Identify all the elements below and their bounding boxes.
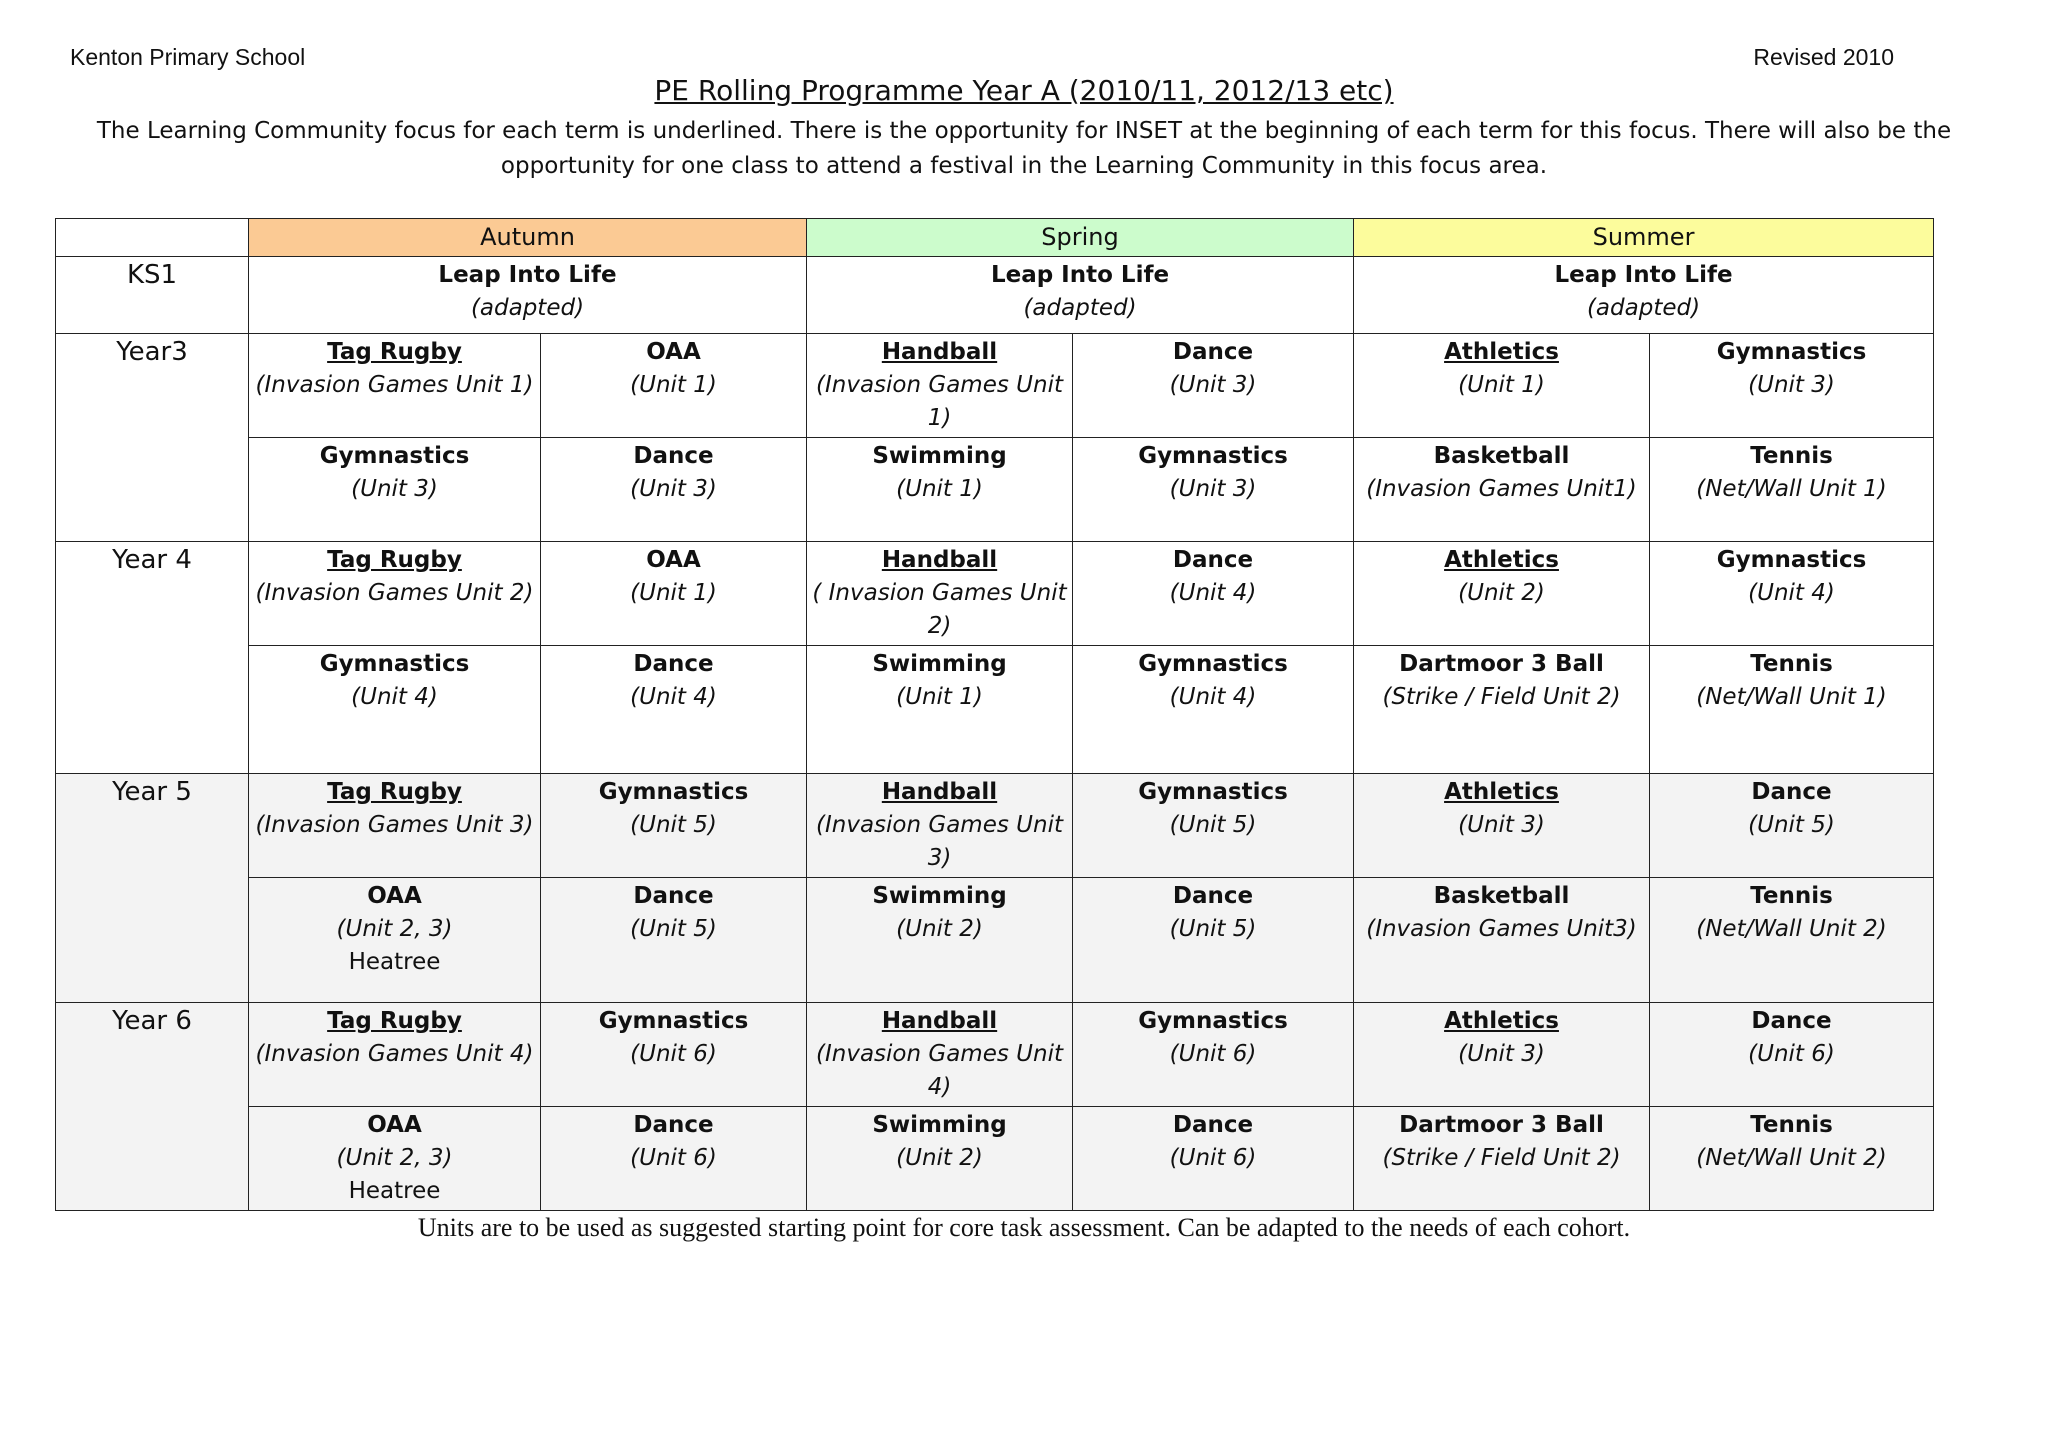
activity-cell	[249, 542, 541, 646]
activity-cell	[1073, 1107, 1354, 1211]
year-label: Year 5	[56, 774, 249, 1003]
activity-name: Dance	[633, 1112, 714, 1138]
activity-name: OAA	[367, 1112, 422, 1138]
activity-unit: (Unit 1)	[896, 684, 983, 710]
activity-name: Leap Into Life	[990, 262, 1170, 288]
activity-unit: (Invasion Games Unit 1)	[816, 372, 1063, 431]
activity-name: Gymnastics	[1716, 547, 1867, 573]
activity-name: Gymnastics	[1138, 779, 1288, 805]
activity-unit: (adapted)	[1023, 295, 1137, 321]
activity-cell	[1354, 774, 1650, 878]
intro-paragraph: The Learning Community focus for each term is underlined. There is the opportunity for INSET at the beginning of each term for this focus. There will also be the opportunity for one class to attend a festival in the Learning Community in this focus area.	[96, 118, 1952, 179]
activity-name: Gymnastics	[598, 1008, 749, 1034]
year-row	[56, 878, 1934, 1003]
activity-name: Swimming	[872, 443, 1007, 469]
activity-name: Dance	[1751, 779, 1832, 805]
activity-name: Handball	[881, 547, 998, 573]
activity-unit: (Unit 2)	[896, 1145, 983, 1171]
activity-name: OAA	[646, 547, 701, 573]
activity-name: Gymnastics	[319, 651, 470, 677]
activity-unit: (Invasion Games Unit 4)	[255, 1041, 534, 1067]
activity-name: Leap Into Life	[1554, 262, 1733, 288]
activity-cell	[541, 542, 807, 646]
activity-cell	[249, 1107, 541, 1211]
activity-cell	[807, 438, 1073, 542]
activity-unit: (Unit 5)	[1169, 812, 1257, 838]
activity-name: Dance	[1751, 1008, 1832, 1034]
activity-unit: (Unit 4)	[351, 684, 438, 710]
activity-name: Swimming	[872, 1112, 1007, 1138]
activity-cell	[807, 774, 1073, 878]
activity-name: Dartmoor 3 Ball	[1399, 1112, 1604, 1138]
ks1-autumn-cell	[249, 257, 807, 334]
activity-unit: (Unit 3)	[1458, 1041, 1545, 1067]
activity-unit: (Unit 3)	[1169, 476, 1257, 502]
activity-cell	[1650, 1107, 1934, 1211]
year-row	[56, 774, 1934, 878]
activity-cell	[1650, 878, 1934, 1003]
activity-name: Tennis	[1750, 1112, 1833, 1138]
activity-cell	[1073, 646, 1354, 774]
activity-cell	[249, 334, 541, 438]
activity-name: Dance	[1172, 339, 1254, 365]
activity-name: Athletics	[1444, 339, 1559, 365]
school-name: Kenton Primary School	[70, 44, 306, 70]
activity-unit: (Strike / Field Unit 2)	[1382, 1145, 1621, 1171]
activity-cell	[1073, 542, 1354, 646]
activity-unit: (Unit 2)	[1458, 580, 1545, 606]
activity-name: Athletics	[1444, 779, 1559, 805]
revision-note: Revised 2010	[1753, 44, 1894, 70]
activity-cell	[1650, 438, 1934, 542]
activity-cell	[249, 878, 541, 1003]
activity-name: Handball	[881, 779, 998, 805]
activity-cell	[1650, 334, 1934, 438]
activity-cell	[1650, 542, 1934, 646]
activity-unit: (Unit 4)	[1748, 580, 1835, 606]
activity-name: Tennis	[1750, 443, 1833, 469]
activity-cell	[249, 774, 541, 878]
activity-name: Dance	[1172, 1112, 1254, 1138]
activity-name: Dance	[633, 443, 714, 469]
year-label: Year 6	[56, 1003, 249, 1211]
activity-name: Handball	[881, 1008, 998, 1034]
page-title: PE Rolling Programme Year A (2010/11, 2012/13 etc)	[654, 74, 1394, 107]
activity-name: Athletics	[1444, 1008, 1559, 1034]
activity-name: Gymnastics	[1138, 1008, 1288, 1034]
activity-venue: Heatree	[348, 949, 441, 975]
footer-note: Units are to be used as suggested starting point for core task assessment. Can be adapted to the needs of each cohort.	[417, 1213, 1631, 1242]
activity-unit: (Unit 4)	[1169, 580, 1257, 606]
ks1-summer-cell	[1354, 257, 1934, 334]
activity-unit: (Unit 6)	[1169, 1145, 1257, 1171]
activity-unit: (Unit 1)	[630, 372, 717, 398]
activity-unit: (Unit 3)	[630, 476, 717, 502]
activity-cell	[1354, 646, 1650, 774]
activity-unit: (Net/Wall Unit 1)	[1696, 476, 1887, 502]
activity-unit: (Unit 2, 3)	[336, 1145, 453, 1171]
activity-name: Dartmoor 3 Ball	[1399, 651, 1604, 677]
year-row	[56, 1003, 1934, 1107]
activity-unit: (Net/Wall Unit 2)	[1696, 1145, 1887, 1171]
activity-cell	[1354, 1003, 1650, 1107]
activity-name: Handball	[881, 339, 998, 365]
activity-unit: (Unit 4)	[1169, 684, 1257, 710]
term-autumn: Autumn	[249, 219, 807, 257]
activity-cell	[1354, 542, 1650, 646]
activity-unit: (Unit 1)	[896, 476, 983, 502]
activity-unit: (Net/Wall Unit 1)	[1696, 684, 1887, 710]
activity-cell	[541, 1003, 807, 1107]
activity-unit: (Invasion Games Unit 3)	[816, 812, 1063, 871]
activity-unit: (Net/Wall Unit 2)	[1696, 916, 1887, 942]
activity-unit: (Unit 1)	[630, 580, 717, 606]
activity-unit: (Unit 6)	[630, 1145, 717, 1171]
activity-unit: ( Invasion Games Unit 2)	[812, 580, 1067, 639]
activity-unit: (adapted)	[1586, 295, 1701, 321]
activity-name: Tag Rugby	[327, 547, 462, 573]
activity-cell	[541, 438, 807, 542]
activity-name: Tennis	[1750, 651, 1833, 677]
activity-name: Athletics	[1444, 547, 1559, 573]
activity-unit: (Unit 3)	[351, 476, 438, 502]
activity-cell	[1650, 774, 1934, 878]
activity-unit: (Invasion Games Unit 3)	[255, 812, 534, 838]
activity-unit: (Unit 5)	[1169, 916, 1257, 942]
activity-cell	[541, 774, 807, 878]
year-label: Year 4	[56, 542, 249, 774]
activity-name: Gymnastics	[598, 779, 749, 805]
activity-name: Dance	[633, 651, 714, 677]
activity-name: Tag Rugby	[327, 339, 462, 365]
activity-unit: (Invasion Games Unit 4)	[816, 1041, 1063, 1100]
activity-unit: (Unit 2)	[896, 916, 983, 942]
activity-cell	[249, 646, 541, 774]
activity-cell	[1073, 334, 1354, 438]
activity-unit: (Unit 1)	[1458, 372, 1545, 398]
year-row	[56, 334, 1934, 438]
activity-cell	[541, 878, 807, 1003]
activity-unit: (Invasion Games Unit 2)	[255, 580, 534, 606]
term-header-row	[56, 219, 1934, 257]
activity-unit: (Unit 5)	[1748, 812, 1835, 838]
year-label: Year3	[56, 334, 249, 542]
activity-name: Dance	[1172, 883, 1254, 909]
activity-cell	[1354, 334, 1650, 438]
activity-cell	[541, 334, 807, 438]
activity-cell	[807, 334, 1073, 438]
corner-cell	[56, 219, 249, 257]
year-row	[56, 646, 1934, 774]
activity-name: OAA	[646, 339, 701, 365]
year-row	[56, 542, 1934, 646]
year-row	[56, 1107, 1934, 1211]
activity-cell	[1073, 1003, 1354, 1107]
term-summer: Summer	[1354, 219, 1934, 257]
activity-cell	[1650, 1003, 1934, 1107]
activity-cell	[807, 1107, 1073, 1211]
programme-table	[55, 218, 1934, 1211]
activity-cell	[249, 1003, 541, 1107]
activity-name: Tag Rugby	[327, 1008, 462, 1034]
activity-name: Basketball	[1433, 443, 1570, 469]
activity-unit: (Invasion Games Unit1)	[1366, 476, 1637, 502]
activity-cell	[541, 1107, 807, 1211]
activity-cell	[1073, 774, 1354, 878]
activity-unit: (adapted)	[470, 295, 585, 321]
activity-name: Gymnastics	[1138, 651, 1288, 677]
activity-cell	[807, 878, 1073, 1003]
activity-name: Gymnastics	[1716, 339, 1867, 365]
activity-unit: (Unit 3)	[1748, 372, 1835, 398]
activity-unit: (Invasion Games Unit3)	[1366, 916, 1637, 942]
ks1-row	[56, 257, 1934, 334]
ks1-label: KS1	[56, 257, 249, 334]
activity-unit: (Unit 5)	[630, 916, 717, 942]
term-spring: Spring	[807, 219, 1354, 257]
activity-cell	[1354, 878, 1650, 1003]
activity-cell	[807, 646, 1073, 774]
activity-unit: (Unit 3)	[1169, 372, 1257, 398]
activity-name: Gymnastics	[1138, 443, 1288, 469]
activity-unit: (Invasion Games Unit 1)	[255, 372, 534, 398]
activity-name: Leap Into Life	[438, 262, 617, 288]
activity-unit: (Unit 2, 3)	[336, 916, 453, 942]
activity-unit: (Unit 5)	[630, 812, 717, 838]
activity-name: Swimming	[872, 651, 1007, 677]
activity-name: Tag Rugby	[327, 779, 462, 805]
activity-unit: (Unit 4)	[630, 684, 717, 710]
activity-unit: (Unit 6)	[1748, 1041, 1835, 1067]
ks1-spring-cell	[807, 257, 1354, 334]
activity-cell	[1354, 438, 1650, 542]
activity-unit: (Unit 6)	[630, 1041, 717, 1067]
activity-name: Swimming	[872, 883, 1007, 909]
activity-unit: (Unit 3)	[1458, 812, 1545, 838]
activity-name: Basketball	[1433, 883, 1570, 909]
activity-cell	[1073, 438, 1354, 542]
activity-unit: (Strike / Field Unit 2)	[1382, 684, 1621, 710]
activity-cell	[1073, 878, 1354, 1003]
activity-cell	[541, 646, 807, 774]
activity-name: Dance	[633, 883, 714, 909]
activity-name: OAA	[367, 883, 422, 909]
year-row	[56, 438, 1934, 542]
activity-name: Dance	[1172, 547, 1254, 573]
activity-venue: Heatree	[348, 1178, 441, 1204]
activity-cell	[249, 438, 541, 542]
activity-name: Gymnastics	[319, 443, 470, 469]
activity-unit: (Unit 6)	[1169, 1041, 1257, 1067]
activity-cell	[807, 542, 1073, 646]
activity-cell	[1650, 646, 1934, 774]
activity-name: Tennis	[1750, 883, 1833, 909]
activity-cell	[1354, 1107, 1650, 1211]
activity-cell	[807, 1003, 1073, 1107]
